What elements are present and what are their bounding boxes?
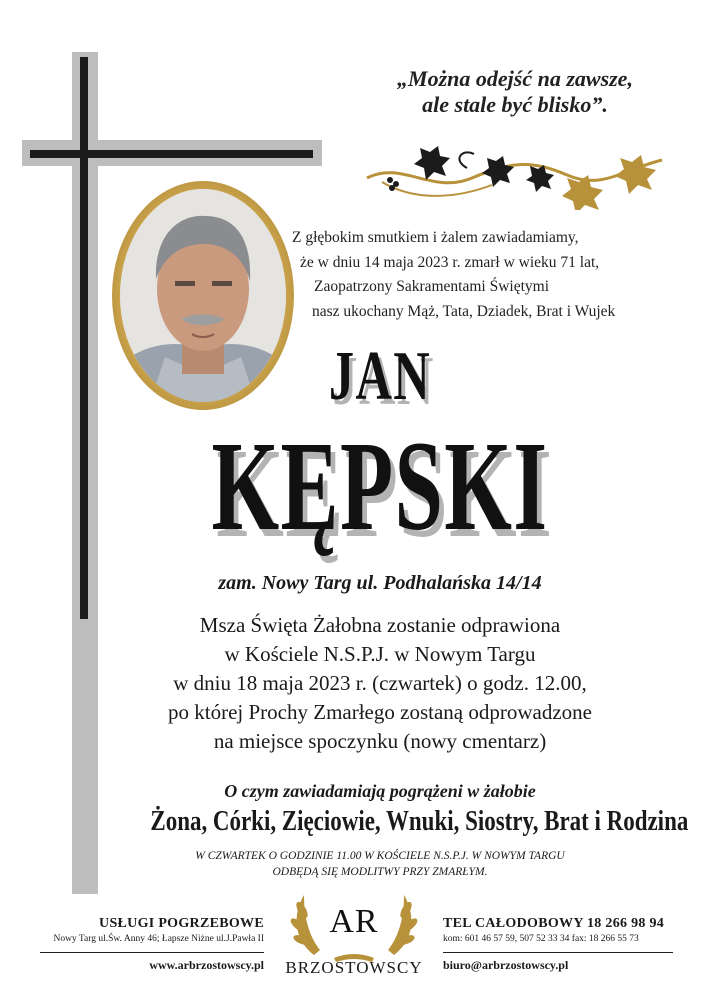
mass-line: po której Prochy Zmarłego zostaną odprowadzone [168,700,592,724]
cross-icon [80,57,88,619]
email-link[interactable]: biuro@arbrzostowscy.pl [443,958,569,972]
mass-line: w dniu 18 maja 2023 r. (czwartek) o godz. 12.00, [173,671,587,695]
phone-numbers: kom: 601 46 57 59, 507 52 33 34 fax: 18 266 55 73 [443,934,639,944]
prayers-line-1: W CZWARTEK O GODZINIE 11.00 W KOŚCIELE N.S.P.J. W NOWYM TARGU [195,850,565,862]
prayers-line-2: ODBĘDĄ SIĘ MODLITWY PRZY ZMARŁYM. [272,866,488,878]
funeral-mass-info [100,611,660,756]
prayers-notice [100,848,660,880]
intro-line: że w dniu 14 maja 2023 r. zmarł w wieku 71 lat, [300,253,600,271]
funeral-service-title: USŁUGI POGRZEBOWE [99,916,264,931]
first-name: JAN [328,338,432,415]
mass-line: w Kościele N.S.P.J. w Nowym Targu [224,642,536,666]
mourners-intro: O czym zawiadamiają pogrążeni w żałobie [224,781,536,801]
mourners-list: Żona, Córki, Zięciowie, Wnuki, Siostry, Brat i Rodzina [150,806,689,837]
intro-line: nasz ukochany Mąż, Tata, Dziadek, Brat i Wujek [312,302,616,320]
footer-divider-right [443,952,673,953]
website-link[interactable]: www.arbrzostowscy.pl [149,958,264,972]
last-name: KĘPSKI [211,415,549,557]
logo-name: BRZOSTOWSCY [285,958,423,977]
phone-24h: TEL CAŁODOBOWY 18 266 98 94 [443,916,665,931]
portrait-photo [120,189,286,402]
memorial-quote [340,66,690,118]
logo-initials: AR [329,903,379,940]
cross-arm [30,150,313,158]
funeral-service-address: Nowy Targ ul.Św. Anny 46; Łapsze Niżne ul.J.Pawła II [53,934,264,944]
intro-line: Zaopatrzony Sakramentami Świętymi [314,278,550,295]
grapevine-ornament-icon [362,140,672,210]
mass-line: na miejsce spoczynku (nowy cmentarz) [213,729,547,753]
announcement-intro [292,226,616,324]
footer-divider-left [40,952,264,953]
deceased-address: zam. Nowy Targ ul. Podhalańska 14/14 [218,572,542,594]
quote-line-2: ale stale być blisko”. [422,92,608,117]
mass-line: Msza Święta Żałobna zostanie odprawiona [199,613,561,637]
quote-line-1: „Można odejść na zawsze, [397,66,633,91]
intro-line: Z głębokim smutkiem i żalem zawiadamiamy, [292,229,579,246]
